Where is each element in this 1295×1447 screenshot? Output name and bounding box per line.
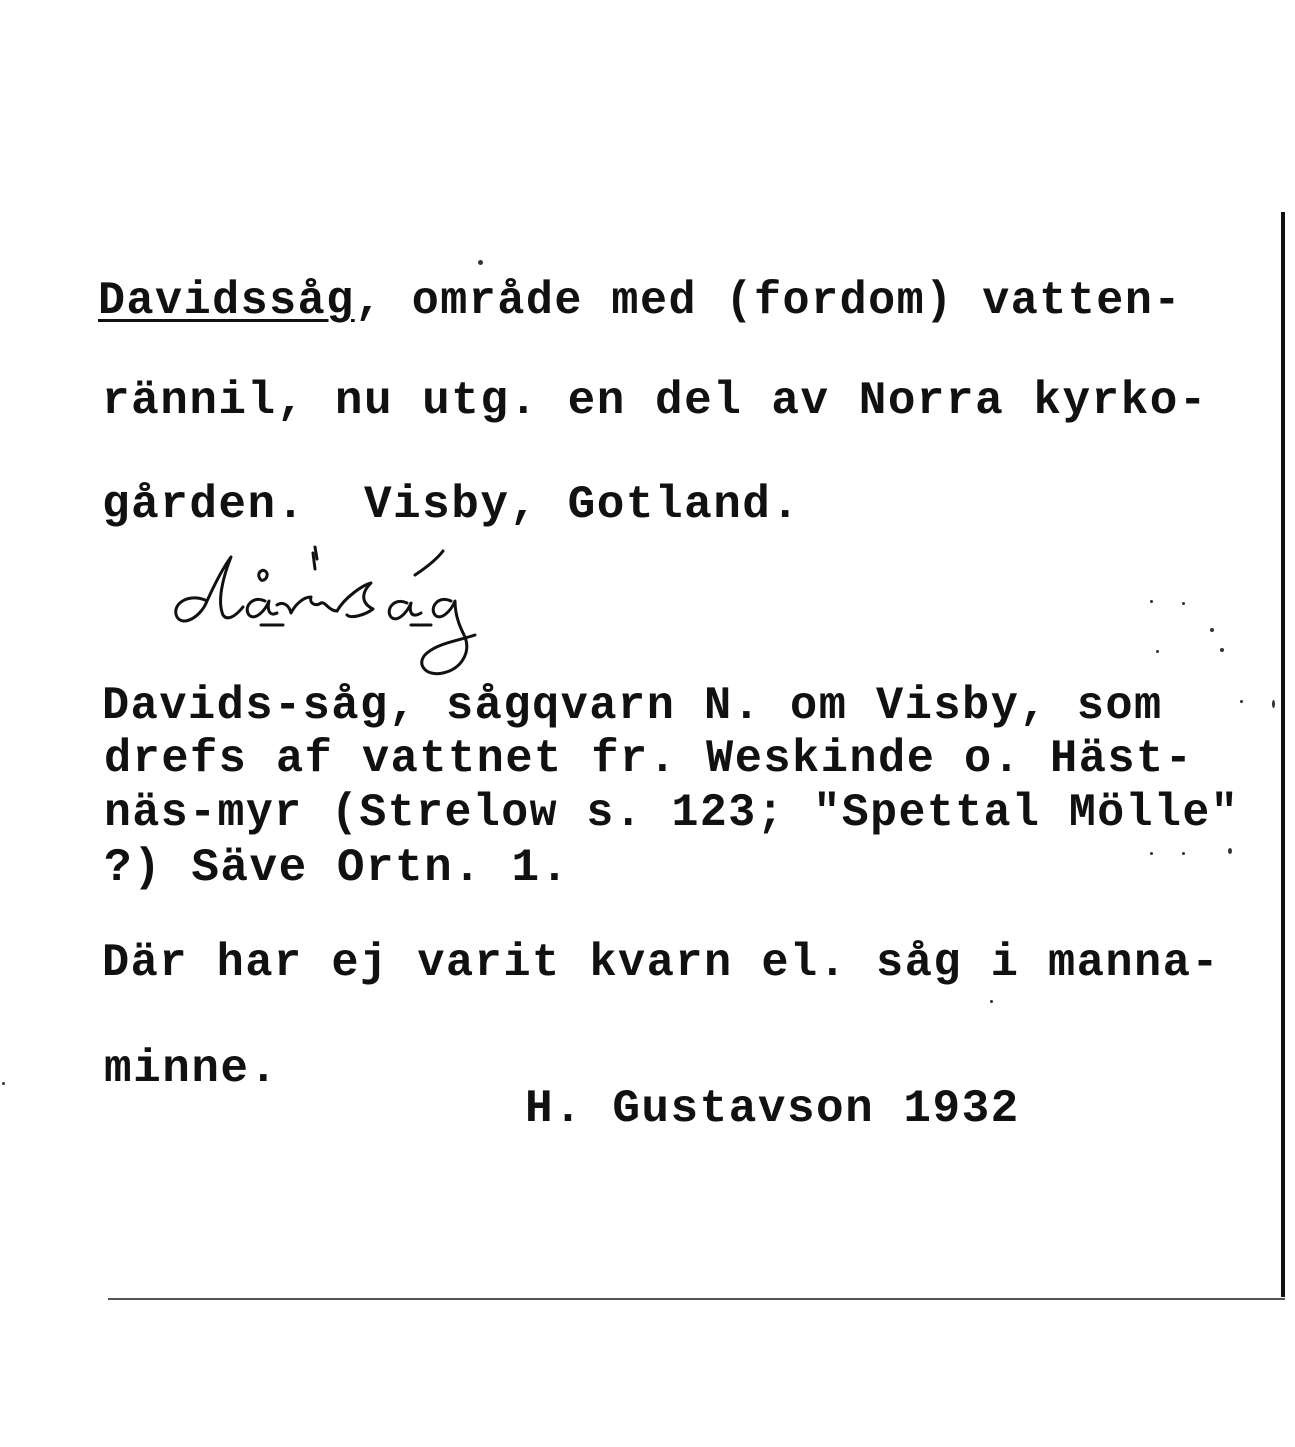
entry1-line-2: rännil, nu utg. en del av Norra kyrko-: [102, 375, 1208, 427]
scan-speck: [1228, 848, 1232, 854]
entry1-line-1: [98, 275, 1182, 327]
scan-speck: [1272, 700, 1275, 708]
entry1-line-1-text: , område med (fordom) vatten-: [354, 275, 1182, 327]
headword: Davidssåg: [98, 275, 355, 327]
scan-speck: [1182, 602, 1185, 605]
entry1-line-3: gården. Visby, Gotland.: [102, 479, 801, 531]
scan-speck: [1220, 648, 1224, 652]
scan-speck: [1150, 852, 1153, 855]
scan-speck: [478, 260, 483, 265]
entry2-line-4: ?) Säve Ortn. 1.: [104, 842, 570, 894]
note-line-2: minne.: [104, 1043, 279, 1095]
scan-speck: [1150, 600, 1153, 603]
entry2-line-2: drefs af vattnet fr. Weskinde o. Häst-: [104, 733, 1194, 785]
entry2-line-3: näs-myr (Strelow s. 123; "Spettal Mölle": [104, 787, 1240, 839]
signature: H. Gustavson 1932: [525, 1083, 1020, 1135]
scan-speck: [1156, 650, 1159, 653]
scan-speck: [990, 1000, 993, 1003]
note-line-1: Där har ej varit kvarn el. såg i manna-: [102, 937, 1221, 989]
handwritten-pronunciation: [165, 545, 625, 680]
scan-speck: [1210, 628, 1214, 632]
card-bottom-edge: [108, 1298, 1285, 1300]
scan-speck: [1182, 852, 1185, 855]
card-right-edge: [1281, 212, 1285, 1297]
entry2-line-1: Davids-såg, sågqvarn N. om Visby, som: [102, 680, 1163, 732]
scan-speck: [1240, 700, 1243, 703]
scan-speck: [2, 1082, 5, 1085]
